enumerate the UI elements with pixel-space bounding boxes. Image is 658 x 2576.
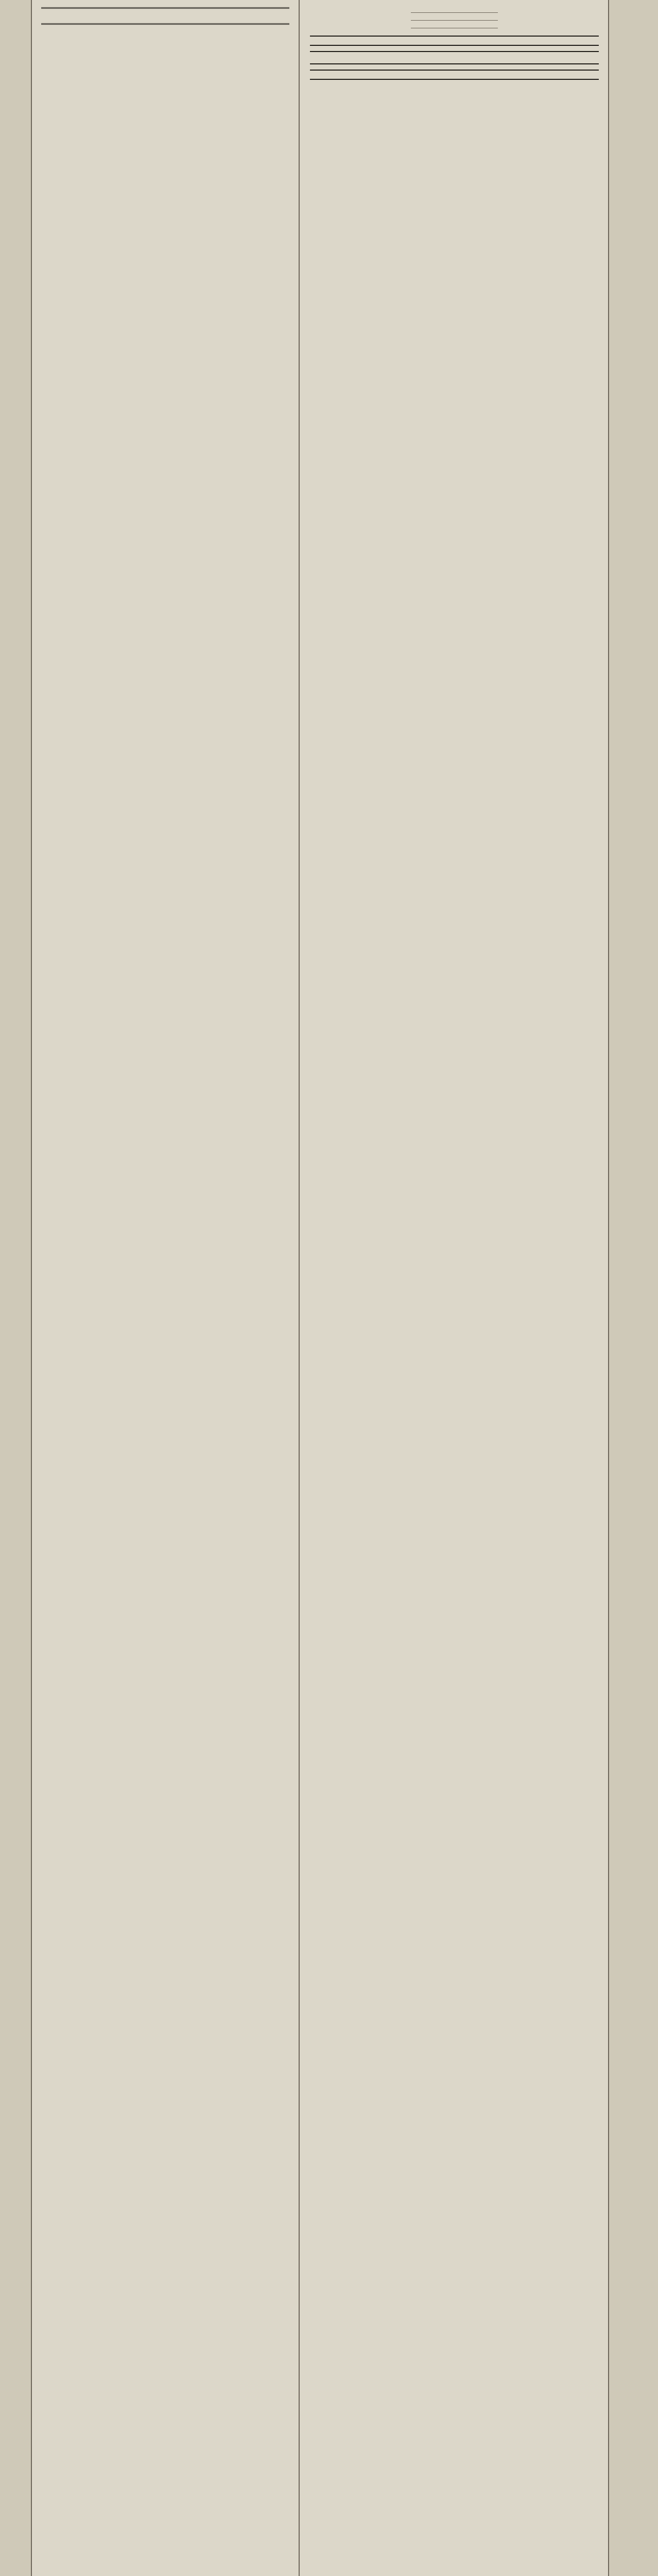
left-adjacent-column [0,0,32,2576]
divider [411,12,497,13]
news-column-left [32,0,300,2576]
cider-ad [310,51,599,64]
divider [411,20,497,21]
news-column-right [301,0,608,2576]
right-adjacent-column [608,0,658,2576]
cabinet-maker-ad [310,70,599,80]
vote-ad [310,36,599,46]
masthead [41,7,289,25]
